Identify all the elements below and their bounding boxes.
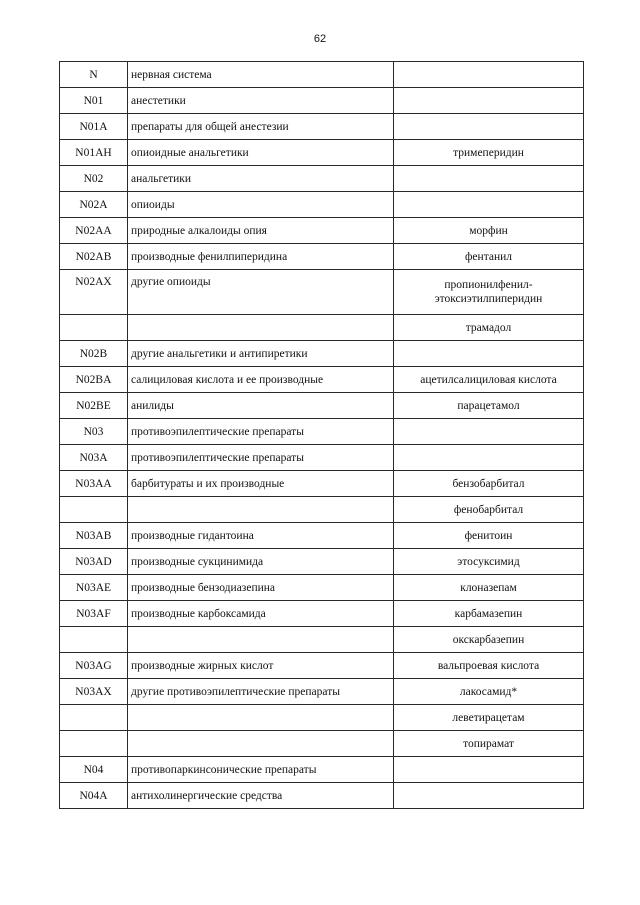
group-name-cell: производные карбоксамида bbox=[128, 601, 394, 627]
table-row bbox=[60, 114, 584, 140]
drug-name-line: этоксиэтилпиперидин bbox=[434, 293, 543, 305]
table-row bbox=[60, 523, 584, 549]
table-row bbox=[60, 731, 584, 757]
group-name-cell bbox=[128, 315, 394, 341]
atc-code-cell: N04 bbox=[60, 757, 128, 783]
group-name-cell: анестетики bbox=[128, 88, 394, 114]
drug-name-cell: фенобарбитал bbox=[394, 497, 584, 523]
table-row bbox=[60, 367, 584, 393]
atc-code-cell: N03AE bbox=[60, 575, 128, 601]
atc-code-cell: N02 bbox=[60, 166, 128, 192]
group-name-cell bbox=[128, 497, 394, 523]
table-row bbox=[60, 445, 584, 471]
drug-name-cell: этосуксимид bbox=[394, 549, 584, 575]
atc-code-cell: N bbox=[60, 62, 128, 88]
drug-name-cell bbox=[394, 419, 584, 445]
atc-code-cell bbox=[60, 497, 128, 523]
drug-name-cell: тримеперидин bbox=[394, 140, 584, 166]
atc-code-cell: N02AA bbox=[60, 218, 128, 244]
drug-name-cell: парацетамол bbox=[394, 393, 584, 419]
group-name-cell: опиоидные анальгетики bbox=[128, 140, 394, 166]
atc-code-cell: N04A bbox=[60, 783, 128, 809]
group-name-cell: производные бензодиазепина bbox=[128, 575, 394, 601]
table-row bbox=[60, 140, 584, 166]
group-name-cell: барбитураты и их производные bbox=[128, 471, 394, 497]
group-name-cell: другие противоэпилептические препараты bbox=[128, 679, 394, 705]
atc-code-cell: N02B bbox=[60, 341, 128, 367]
drug-name-cell bbox=[394, 192, 584, 218]
atc-code-cell: N03AF bbox=[60, 601, 128, 627]
table-row bbox=[60, 315, 584, 341]
table-row bbox=[60, 549, 584, 575]
atc-code-cell bbox=[60, 315, 128, 341]
drug-name-cell bbox=[394, 445, 584, 471]
group-name-cell: производные жирных кислот bbox=[128, 653, 394, 679]
table-row bbox=[60, 575, 584, 601]
table-row bbox=[60, 88, 584, 114]
group-name-cell: опиоиды bbox=[128, 192, 394, 218]
group-name-cell: производные фенилпиперидина bbox=[128, 244, 394, 270]
table-row bbox=[60, 601, 584, 627]
group-name-cell: препараты для общей анестезии bbox=[128, 114, 394, 140]
table-row bbox=[60, 166, 584, 192]
drug-name-cell bbox=[394, 341, 584, 367]
drug-name-cell bbox=[394, 114, 584, 140]
table-row bbox=[60, 270, 584, 315]
drug-name-cell: ацетилсалициловая кислота bbox=[394, 367, 584, 393]
group-name-cell bbox=[128, 705, 394, 731]
table-row bbox=[60, 627, 584, 653]
table-row bbox=[60, 62, 584, 88]
atc-code-cell: N03AG bbox=[60, 653, 128, 679]
drug-name-cell: бензобарбитал bbox=[394, 471, 584, 497]
atc-code-cell: N03AD bbox=[60, 549, 128, 575]
group-name-cell: противоэпилептические препараты bbox=[128, 445, 394, 471]
atc-code-cell: N02BA bbox=[60, 367, 128, 393]
drug-name-cell bbox=[394, 88, 584, 114]
group-name-cell: нервная система bbox=[128, 62, 394, 88]
drug-name-cell: фентанил bbox=[394, 244, 584, 270]
drug-name-cell: топирамат bbox=[394, 731, 584, 757]
atc-code-cell: N03AX bbox=[60, 679, 128, 705]
drug-name-cell: лакосамид* bbox=[394, 679, 584, 705]
page-number: 62 bbox=[313, 33, 327, 45]
drug-name-cell: морфин bbox=[394, 218, 584, 244]
atc-code-cell: N02A bbox=[60, 192, 128, 218]
atc-code-cell bbox=[60, 705, 128, 731]
table-row bbox=[60, 679, 584, 705]
group-name-cell: анилиды bbox=[128, 393, 394, 419]
atc-classification-table bbox=[59, 61, 584, 809]
atc-code-cell: N03 bbox=[60, 419, 128, 445]
atc-code-cell: N02AX bbox=[60, 270, 128, 315]
atc-code-cell: N01A bbox=[60, 114, 128, 140]
table-row bbox=[60, 244, 584, 270]
drug-name-cell bbox=[394, 270, 584, 315]
atc-code-cell: N03A bbox=[60, 445, 128, 471]
atc-code-cell: N03AB bbox=[60, 523, 128, 549]
drug-name-cell bbox=[394, 62, 584, 88]
table-row bbox=[60, 757, 584, 783]
drug-name-cell bbox=[394, 783, 584, 809]
drug-name-line: пропионилфенил- bbox=[444, 279, 533, 291]
group-name-cell: противопаркинсонические препараты bbox=[128, 757, 394, 783]
table-row bbox=[60, 705, 584, 731]
group-name-cell: антихолинергические средства bbox=[128, 783, 394, 809]
table-row bbox=[60, 419, 584, 445]
atc-code-cell: N01 bbox=[60, 88, 128, 114]
table-row bbox=[60, 497, 584, 523]
drug-name-cell bbox=[394, 757, 584, 783]
group-name-cell: противоэпилептические препараты bbox=[128, 419, 394, 445]
atc-code-cell: N02BE bbox=[60, 393, 128, 419]
group-name-cell: анальгетики bbox=[128, 166, 394, 192]
group-name-cell: природные алкалоиды опия bbox=[128, 218, 394, 244]
drug-name-cell: фенитоин bbox=[394, 523, 584, 549]
drug-name-cell: вальпроевая кислота bbox=[394, 653, 584, 679]
atc-code-cell: N02AB bbox=[60, 244, 128, 270]
table-row bbox=[60, 783, 584, 809]
drug-name-cell: окскарбазепин bbox=[394, 627, 584, 653]
group-name-cell bbox=[128, 731, 394, 757]
table-row bbox=[60, 218, 584, 244]
table-row bbox=[60, 192, 584, 218]
group-name-cell bbox=[128, 627, 394, 653]
table-row bbox=[60, 471, 584, 497]
atc-code-cell: N01AH bbox=[60, 140, 128, 166]
drug-name-cell: карбамазепин bbox=[394, 601, 584, 627]
drug-name-cell: леветирацетам bbox=[394, 705, 584, 731]
atc-code-cell bbox=[60, 627, 128, 653]
group-name-cell: производные сукцинимида bbox=[128, 549, 394, 575]
group-name-cell: салициловая кислота и ее производные bbox=[128, 367, 394, 393]
table-row bbox=[60, 341, 584, 367]
atc-code-cell: N03AA bbox=[60, 471, 128, 497]
group-name-cell: производные гидантоина bbox=[128, 523, 394, 549]
table-row bbox=[60, 653, 584, 679]
group-name-cell: другие опиоиды bbox=[128, 270, 394, 315]
drug-name-cell: трамадол bbox=[394, 315, 584, 341]
drug-name-cell: клоназепам bbox=[394, 575, 584, 601]
drug-name-cell bbox=[394, 166, 584, 192]
atc-code-cell bbox=[60, 731, 128, 757]
group-name-cell: другие анальгетики и антипиретики bbox=[128, 341, 394, 367]
table-row bbox=[60, 393, 584, 419]
